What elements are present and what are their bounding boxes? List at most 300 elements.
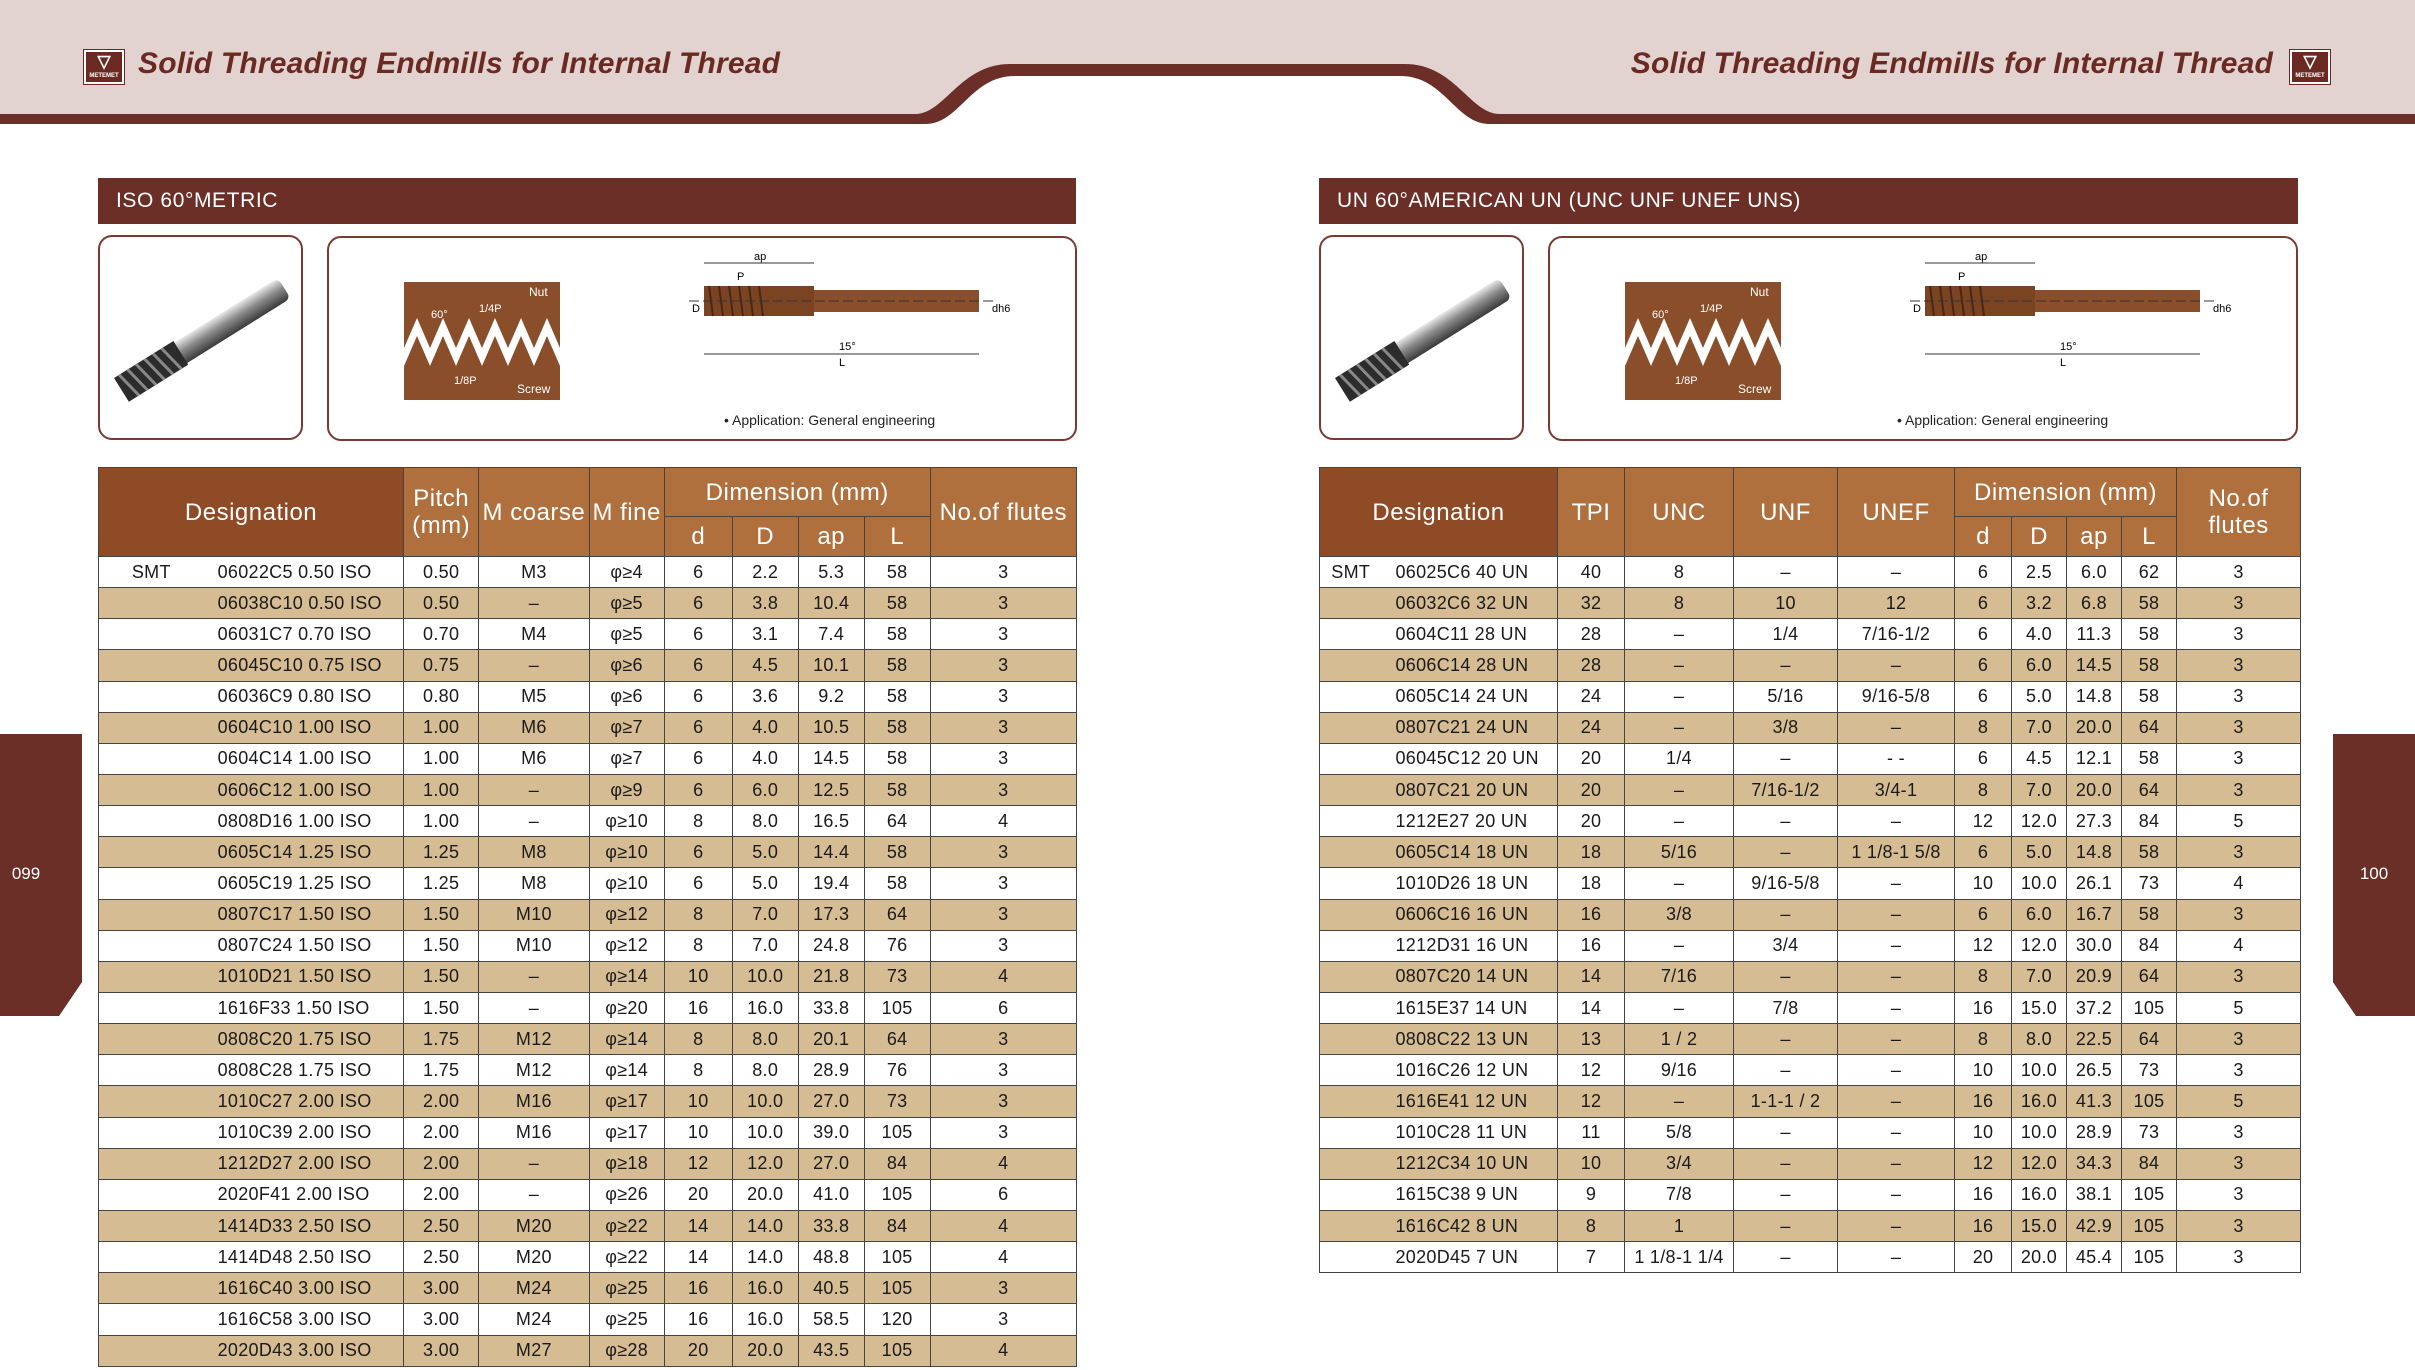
- table-cell: φ≥25: [589, 1273, 664, 1304]
- col-dimension: Dimension (mm): [1955, 468, 2177, 517]
- table-cell: 28.9: [798, 1055, 864, 1086]
- table-cell: 3: [930, 899, 1076, 930]
- table-cell: –: [1734, 1055, 1838, 1086]
- table-row: [99, 837, 1077, 868]
- table-cell: M4: [479, 619, 589, 650]
- svg-text:1/4P: 1/4P: [1700, 303, 1723, 315]
- table-cell: 16: [664, 1273, 732, 1304]
- series-cell: [1320, 712, 1382, 743]
- svg-text:15°: 15°: [839, 341, 856, 353]
- table-cell: 84: [864, 1210, 930, 1241]
- table-cell: 16.5: [798, 806, 864, 837]
- table-cell: 3: [2177, 557, 2301, 588]
- table-cell: 10.0: [2012, 868, 2067, 899]
- designation-cell: 06036C9 0.80 ISO: [204, 681, 404, 712]
- table-cell: 14.0: [732, 1210, 798, 1241]
- table-cell: 13: [1558, 1024, 1625, 1055]
- table-cell: 1: [1625, 1210, 1734, 1241]
- designation-cell: 0604C11 28 UN: [1382, 619, 1558, 650]
- designation-cell: 0604C14 1.00 ISO: [204, 743, 404, 774]
- table-cell: φ≥10: [589, 806, 664, 837]
- table-cell: 0.70: [404, 619, 479, 650]
- table-cell: 3/8: [1734, 712, 1838, 743]
- table-cell: 6: [664, 619, 732, 650]
- table-cell: 12: [1838, 588, 1955, 619]
- table-cell: 1.50: [404, 961, 479, 992]
- table-cell: 105: [2122, 1179, 2177, 1210]
- col-d-small: d: [664, 517, 732, 557]
- designation-cell: 06045C10 0.75 ISO: [204, 650, 404, 681]
- col-unc: UNC: [1625, 468, 1734, 557]
- svg-text:L: L: [839, 357, 846, 369]
- table-cell: 3: [2177, 1179, 2301, 1210]
- designation-cell: 0606C12 1.00 ISO: [204, 774, 404, 805]
- table-cell: 3: [930, 1304, 1076, 1335]
- table-cell: 105: [864, 1242, 930, 1273]
- table-cell: 64: [2122, 774, 2177, 805]
- table-cell: 1 1/8-1 5/8: [1838, 837, 1955, 868]
- table-cell: 5/16: [1625, 837, 1734, 868]
- table-cell: 3: [2177, 837, 2301, 868]
- table-cell: 105: [864, 1117, 930, 1148]
- series-cell: [99, 868, 204, 899]
- table-cell: 20.0: [2067, 712, 2122, 743]
- table-cell: 4: [930, 1210, 1076, 1241]
- table-cell: 33.8: [798, 992, 864, 1023]
- table-cell: 84: [2122, 930, 2177, 961]
- table-cell: 3: [930, 1086, 1076, 1117]
- table-cell: 105: [864, 1179, 930, 1210]
- table-cell: 6: [664, 588, 732, 619]
- table-cell: 14: [664, 1242, 732, 1273]
- table-row: [99, 712, 1077, 743]
- table-cell: 7.0: [732, 930, 798, 961]
- table-cell: 8: [1625, 588, 1734, 619]
- table-cell: 2.50: [404, 1242, 479, 1273]
- table-cell: 18: [1558, 837, 1625, 868]
- table-cell: 3: [2177, 743, 2301, 774]
- table-cell: 6: [1955, 650, 2012, 681]
- designation-cell: 1616C40 3.00 ISO: [204, 1273, 404, 1304]
- table-cell: M12: [479, 1055, 589, 1086]
- table-cell: 7/8: [1625, 1179, 1734, 1210]
- table-cell: 3: [2177, 650, 2301, 681]
- table-cell: –: [1734, 899, 1838, 930]
- table-row: [99, 557, 1077, 588]
- table-cell: 14.8: [2067, 837, 2122, 868]
- col-designation: Designation: [1320, 468, 1558, 557]
- designation-cell: 1212E27 20 UN: [1382, 806, 1558, 837]
- table-cell: 14: [664, 1210, 732, 1241]
- designation-cell: 1414D48 2.50 ISO: [204, 1242, 404, 1273]
- table-cell: 14.5: [798, 743, 864, 774]
- table-row: [1320, 992, 2301, 1023]
- table-cell: 14.0: [732, 1242, 798, 1273]
- table-cell: 1/4: [1625, 743, 1734, 774]
- table-cell: 6: [1955, 837, 2012, 868]
- table-row: [1320, 588, 2301, 619]
- table-cell: - -: [1838, 743, 1955, 774]
- table-cell: 0.80: [404, 681, 479, 712]
- table-cell: 16.0: [732, 992, 798, 1023]
- series-cell: [1320, 1024, 1382, 1055]
- table-cell: 26.1: [2067, 868, 2122, 899]
- table-cell: 3: [930, 588, 1076, 619]
- table-cell: 20: [1558, 743, 1625, 774]
- table-cell: 14.5: [2067, 650, 2122, 681]
- table-cell: 41.3: [2067, 1086, 2122, 1117]
- col-d-large: D: [2012, 517, 2067, 557]
- table-cell: 38.1: [2067, 1179, 2122, 1210]
- table-cell: 20: [1558, 806, 1625, 837]
- table-cell: 28: [1558, 650, 1625, 681]
- table-cell: φ≥7: [589, 712, 664, 743]
- table-cell: 9/16-5/8: [1838, 681, 1955, 712]
- designation-cell: 1616E41 12 UN: [1382, 1086, 1558, 1117]
- designation-cell: 1212C34 10 UN: [1382, 1148, 1558, 1179]
- table-row: [1320, 806, 2301, 837]
- right-table-body: [1320, 557, 2301, 1273]
- table-cell: 1.00: [404, 743, 479, 774]
- table-cell: –: [1734, 837, 1838, 868]
- table-cell: 40: [1558, 557, 1625, 588]
- table-cell: –: [479, 992, 589, 1023]
- series-cell: [1320, 930, 1382, 961]
- table-cell: φ≥10: [589, 837, 664, 868]
- table-cell: 6: [664, 650, 732, 681]
- table-cell: 4: [930, 806, 1076, 837]
- table-cell: –: [1625, 1086, 1734, 1117]
- table-cell: 0.50: [404, 557, 479, 588]
- series-cell: [99, 1179, 204, 1210]
- svg-text:Nut: Nut: [1750, 285, 1769, 299]
- table-cell: φ≥18: [589, 1148, 664, 1179]
- series-cell: [99, 837, 204, 868]
- series-cell: [99, 1273, 204, 1304]
- table-cell: 3: [2177, 681, 2301, 712]
- table-cell: 64: [2122, 961, 2177, 992]
- table-cell: 3: [930, 837, 1076, 868]
- col-flutes: No.of flutes: [2177, 468, 2301, 557]
- table-cell: 3: [2177, 1024, 2301, 1055]
- table-cell: 6: [664, 712, 732, 743]
- table-cell: 7/16-1/2: [1838, 619, 1955, 650]
- table-cell: 10: [664, 1117, 732, 1148]
- table-cell: 20: [664, 1335, 732, 1366]
- table-cell: –: [1625, 992, 1734, 1023]
- table-cell: 10.0: [2012, 1117, 2067, 1148]
- table-cell: 6: [1955, 588, 2012, 619]
- table-cell: 12: [1955, 930, 2012, 961]
- table-cell: 3: [930, 774, 1076, 805]
- table-cell: 20: [1955, 1242, 2012, 1273]
- table-cell: 58.5: [798, 1304, 864, 1335]
- designation-cell: 0808C20 1.75 ISO: [204, 1024, 404, 1055]
- series-cell: [1320, 650, 1382, 681]
- table-cell: 1.00: [404, 774, 479, 805]
- table-cell: 58: [864, 743, 930, 774]
- table-cell: 16.0: [732, 1273, 798, 1304]
- table-row: [1320, 899, 2301, 930]
- table-cell: 58: [2122, 899, 2177, 930]
- svg-text:15°: 15°: [2060, 341, 2077, 353]
- table-row: [99, 961, 1077, 992]
- table-cell: 6: [1955, 619, 2012, 650]
- table-cell: 105: [864, 992, 930, 1023]
- table-cell: φ≥25: [589, 1304, 664, 1335]
- table-cell: φ≥10: [589, 868, 664, 899]
- table-cell: 6.0: [2012, 899, 2067, 930]
- table-cell: 3: [2177, 1210, 2301, 1241]
- table-cell: –: [1625, 806, 1734, 837]
- table-cell: 58: [864, 681, 930, 712]
- table-cell: 30.0: [2067, 930, 2122, 961]
- col-tpi: TPI: [1558, 468, 1625, 557]
- table-cell: M20: [479, 1242, 589, 1273]
- table-cell: 4.0: [2012, 619, 2067, 650]
- table-cell: 6: [664, 868, 732, 899]
- table-cell: 21.8: [798, 961, 864, 992]
- table-row: [1320, 1086, 2301, 1117]
- table-cell: 16.0: [2012, 1086, 2067, 1117]
- svg-text:Screw: Screw: [517, 382, 551, 396]
- table-row: [1320, 743, 2301, 774]
- table-cell: –: [479, 961, 589, 992]
- table-cell: 5.0: [732, 868, 798, 899]
- series-cell: [1320, 1242, 1382, 1273]
- series-cell: [1320, 899, 1382, 930]
- svg-text:ap: ap: [754, 251, 767, 263]
- table-cell: 4: [2177, 868, 2301, 899]
- table-cell: 12.0: [2012, 806, 2067, 837]
- table-row: [99, 774, 1077, 805]
- table-row: [99, 1086, 1077, 1117]
- svg-text:1/4P: 1/4P: [479, 303, 502, 315]
- table-cell: M12: [479, 1024, 589, 1055]
- table-cell: 64: [864, 1024, 930, 1055]
- series-cell: [99, 1024, 204, 1055]
- table-cell: 28: [1558, 619, 1625, 650]
- table-cell: 12: [1955, 806, 2012, 837]
- series-cell: [1320, 1055, 1382, 1086]
- svg-text:dh6: dh6: [992, 303, 1011, 315]
- table-cell: 73: [864, 1086, 930, 1117]
- svg-text:Screw: Screw: [1738, 382, 1772, 396]
- series-cell: [99, 1117, 204, 1148]
- table-cell: 3: [2177, 774, 2301, 805]
- designation-cell: 06038C10 0.50 ISO: [204, 588, 404, 619]
- designation-cell: 0808D16 1.00 ISO: [204, 806, 404, 837]
- table-row: [99, 1304, 1077, 1335]
- svg-text:60°: 60°: [431, 309, 448, 321]
- svg-text:1/8P: 1/8P: [454, 375, 477, 387]
- table-cell: 3.00: [404, 1304, 479, 1335]
- table-cell: 6: [930, 1179, 1076, 1210]
- table-cell: 2.5: [2012, 557, 2067, 588]
- designation-cell: 0807C17 1.50 ISO: [204, 899, 404, 930]
- designation-cell: 0605C19 1.25 ISO: [204, 868, 404, 899]
- table-cell: 11.3: [2067, 619, 2122, 650]
- table-cell: 4: [930, 961, 1076, 992]
- table-cell: 73: [2122, 868, 2177, 899]
- table-cell: 1.75: [404, 1024, 479, 1055]
- table-cell: –: [1625, 868, 1734, 899]
- table-row: [99, 1117, 1077, 1148]
- series-cell: [99, 588, 204, 619]
- table-cell: 64: [864, 899, 930, 930]
- company-logo-left: ▽ METEMET: [84, 50, 124, 84]
- table-cell: 43.5: [798, 1335, 864, 1366]
- table-cell: 12: [1955, 1148, 2012, 1179]
- table-cell: –: [1734, 1242, 1838, 1273]
- table-row: [99, 899, 1077, 930]
- table-cell: –: [479, 588, 589, 619]
- series-cell: [1320, 1117, 1382, 1148]
- table-cell: φ≥9: [589, 774, 664, 805]
- table-cell: –: [1838, 650, 1955, 681]
- table-row: [99, 1148, 1077, 1179]
- left-endmill-photo: [98, 235, 303, 440]
- designation-cell: 0807C24 1.50 ISO: [204, 930, 404, 961]
- left-thread-diagram: [327, 236, 1077, 441]
- table-row: [99, 1210, 1077, 1241]
- table-cell: 40.5: [798, 1273, 864, 1304]
- designation-cell: 0808C22 13 UN: [1382, 1024, 1558, 1055]
- table-cell: 22.5: [2067, 1024, 2122, 1055]
- table-cell: 10.4: [798, 588, 864, 619]
- table-cell: φ≥6: [589, 681, 664, 712]
- designation-cell: 06025C6 40 UN: [1382, 557, 1558, 588]
- table-cell: 3: [2177, 961, 2301, 992]
- table-cell: 3: [2177, 588, 2301, 619]
- table-cell: 10.0: [732, 1086, 798, 1117]
- table-cell: 3: [930, 557, 1076, 588]
- table-cell: 3: [930, 650, 1076, 681]
- table-row: [1320, 1117, 2301, 1148]
- table-row: [1320, 1024, 2301, 1055]
- table-cell: –: [1838, 930, 1955, 961]
- table-row: [1320, 837, 2301, 868]
- table-cell: 58: [2122, 650, 2177, 681]
- table-row: [99, 743, 1077, 774]
- table-cell: 10: [664, 961, 732, 992]
- table-cell: 3.2: [2012, 588, 2067, 619]
- table-cell: 1-1-1 / 2: [1734, 1086, 1838, 1117]
- table-cell: 20.0: [732, 1335, 798, 1366]
- table-cell: 10.5: [798, 712, 864, 743]
- table-cell: 3.00: [404, 1335, 479, 1366]
- table-cell: 120: [864, 1304, 930, 1335]
- table-cell: 8: [1625, 557, 1734, 588]
- table-cell: 4: [930, 1335, 1076, 1366]
- designation-cell: 1616F33 1.50 ISO: [204, 992, 404, 1023]
- table-cell: 20: [664, 1179, 732, 1210]
- table-cell: 105: [2122, 992, 2177, 1023]
- table-cell: 58: [864, 868, 930, 899]
- table-cell: 6: [664, 681, 732, 712]
- designation-cell: 0605C14 18 UN: [1382, 837, 1558, 868]
- table-cell: 16: [1955, 1210, 2012, 1241]
- table-row: [1320, 1179, 2301, 1210]
- table-row: [1320, 557, 2301, 588]
- table-cell: 6: [1955, 899, 2012, 930]
- table-cell: 84: [864, 1148, 930, 1179]
- table-cell: 0.75: [404, 650, 479, 681]
- table-cell: 64: [2122, 1024, 2177, 1055]
- designation-cell: 0605C14 24 UN: [1382, 681, 1558, 712]
- table-cell: 3: [930, 681, 1076, 712]
- table-row: [1320, 650, 2301, 681]
- table-cell: 58: [864, 588, 930, 619]
- designation-cell: 1616C42 8 UN: [1382, 1210, 1558, 1241]
- company-logo-right: ▽ METEMET: [2290, 50, 2330, 84]
- designation-cell: 0807C21 20 UN: [1382, 774, 1558, 805]
- table-cell: 14.4: [798, 837, 864, 868]
- table-row: [99, 868, 1077, 899]
- table-cell: 8.0: [732, 1055, 798, 1086]
- table-cell: 4.5: [732, 650, 798, 681]
- table-row: [99, 619, 1077, 650]
- series-cell: [99, 619, 204, 650]
- table-row: [99, 1242, 1077, 1273]
- table-cell: 12: [1558, 1086, 1625, 1117]
- table-cell: M16: [479, 1117, 589, 1148]
- table-cell: 7.0: [732, 899, 798, 930]
- designation-cell: 0807C21 24 UN: [1382, 712, 1558, 743]
- table-cell: 6.0: [2012, 650, 2067, 681]
- table-cell: 3/4-1: [1838, 774, 1955, 805]
- table-cell: 10: [1955, 1055, 2012, 1086]
- table-cell: φ≥17: [589, 1117, 664, 1148]
- col-unf: UNF: [1734, 468, 1838, 557]
- table-cell: 37.2: [2067, 992, 2122, 1023]
- designation-cell: 1016C26 12 UN: [1382, 1055, 1558, 1086]
- series-cell: [1320, 588, 1382, 619]
- designation-cell: 1212D27 2.00 ISO: [204, 1148, 404, 1179]
- table-cell: 84: [2122, 1148, 2177, 1179]
- table-cell: φ≥5: [589, 619, 664, 650]
- table-cell: 1.25: [404, 837, 479, 868]
- table-cell: M3: [479, 557, 589, 588]
- table-cell: 5/16: [1734, 681, 1838, 712]
- col-m-coarse: M coarse: [479, 468, 589, 557]
- table-cell: M6: [479, 743, 589, 774]
- table-cell: 73: [2122, 1055, 2177, 1086]
- table-cell: M8: [479, 837, 589, 868]
- table-cell: 0.50: [404, 588, 479, 619]
- designation-cell: 06022C5 0.50 ISO: [204, 557, 404, 588]
- table-cell: 16: [664, 992, 732, 1023]
- table-cell: 16: [1558, 930, 1625, 961]
- table-cell: 3: [930, 1117, 1076, 1148]
- table-cell: 27.3: [2067, 806, 2122, 837]
- designation-cell: 1414D33 2.50 ISO: [204, 1210, 404, 1241]
- table-cell: 12.0: [2012, 1148, 2067, 1179]
- series-cell: [99, 992, 204, 1023]
- table-cell: 6: [1955, 743, 2012, 774]
- table-cell: 10: [1734, 588, 1838, 619]
- brand-title-left: Solid Threading Endmills for Internal Thread: [138, 47, 781, 80]
- series-cell: [1320, 1086, 1382, 1117]
- table-cell: 18: [1558, 868, 1625, 899]
- table-cell: 10: [1955, 1117, 2012, 1148]
- series-cell: [99, 1335, 204, 1366]
- series-cell: SMT: [1320, 557, 1382, 588]
- table-cell: –: [1734, 1024, 1838, 1055]
- table-row: [1320, 930, 2301, 961]
- table-cell: 105: [864, 1335, 930, 1366]
- table-cell: 4: [930, 1242, 1076, 1273]
